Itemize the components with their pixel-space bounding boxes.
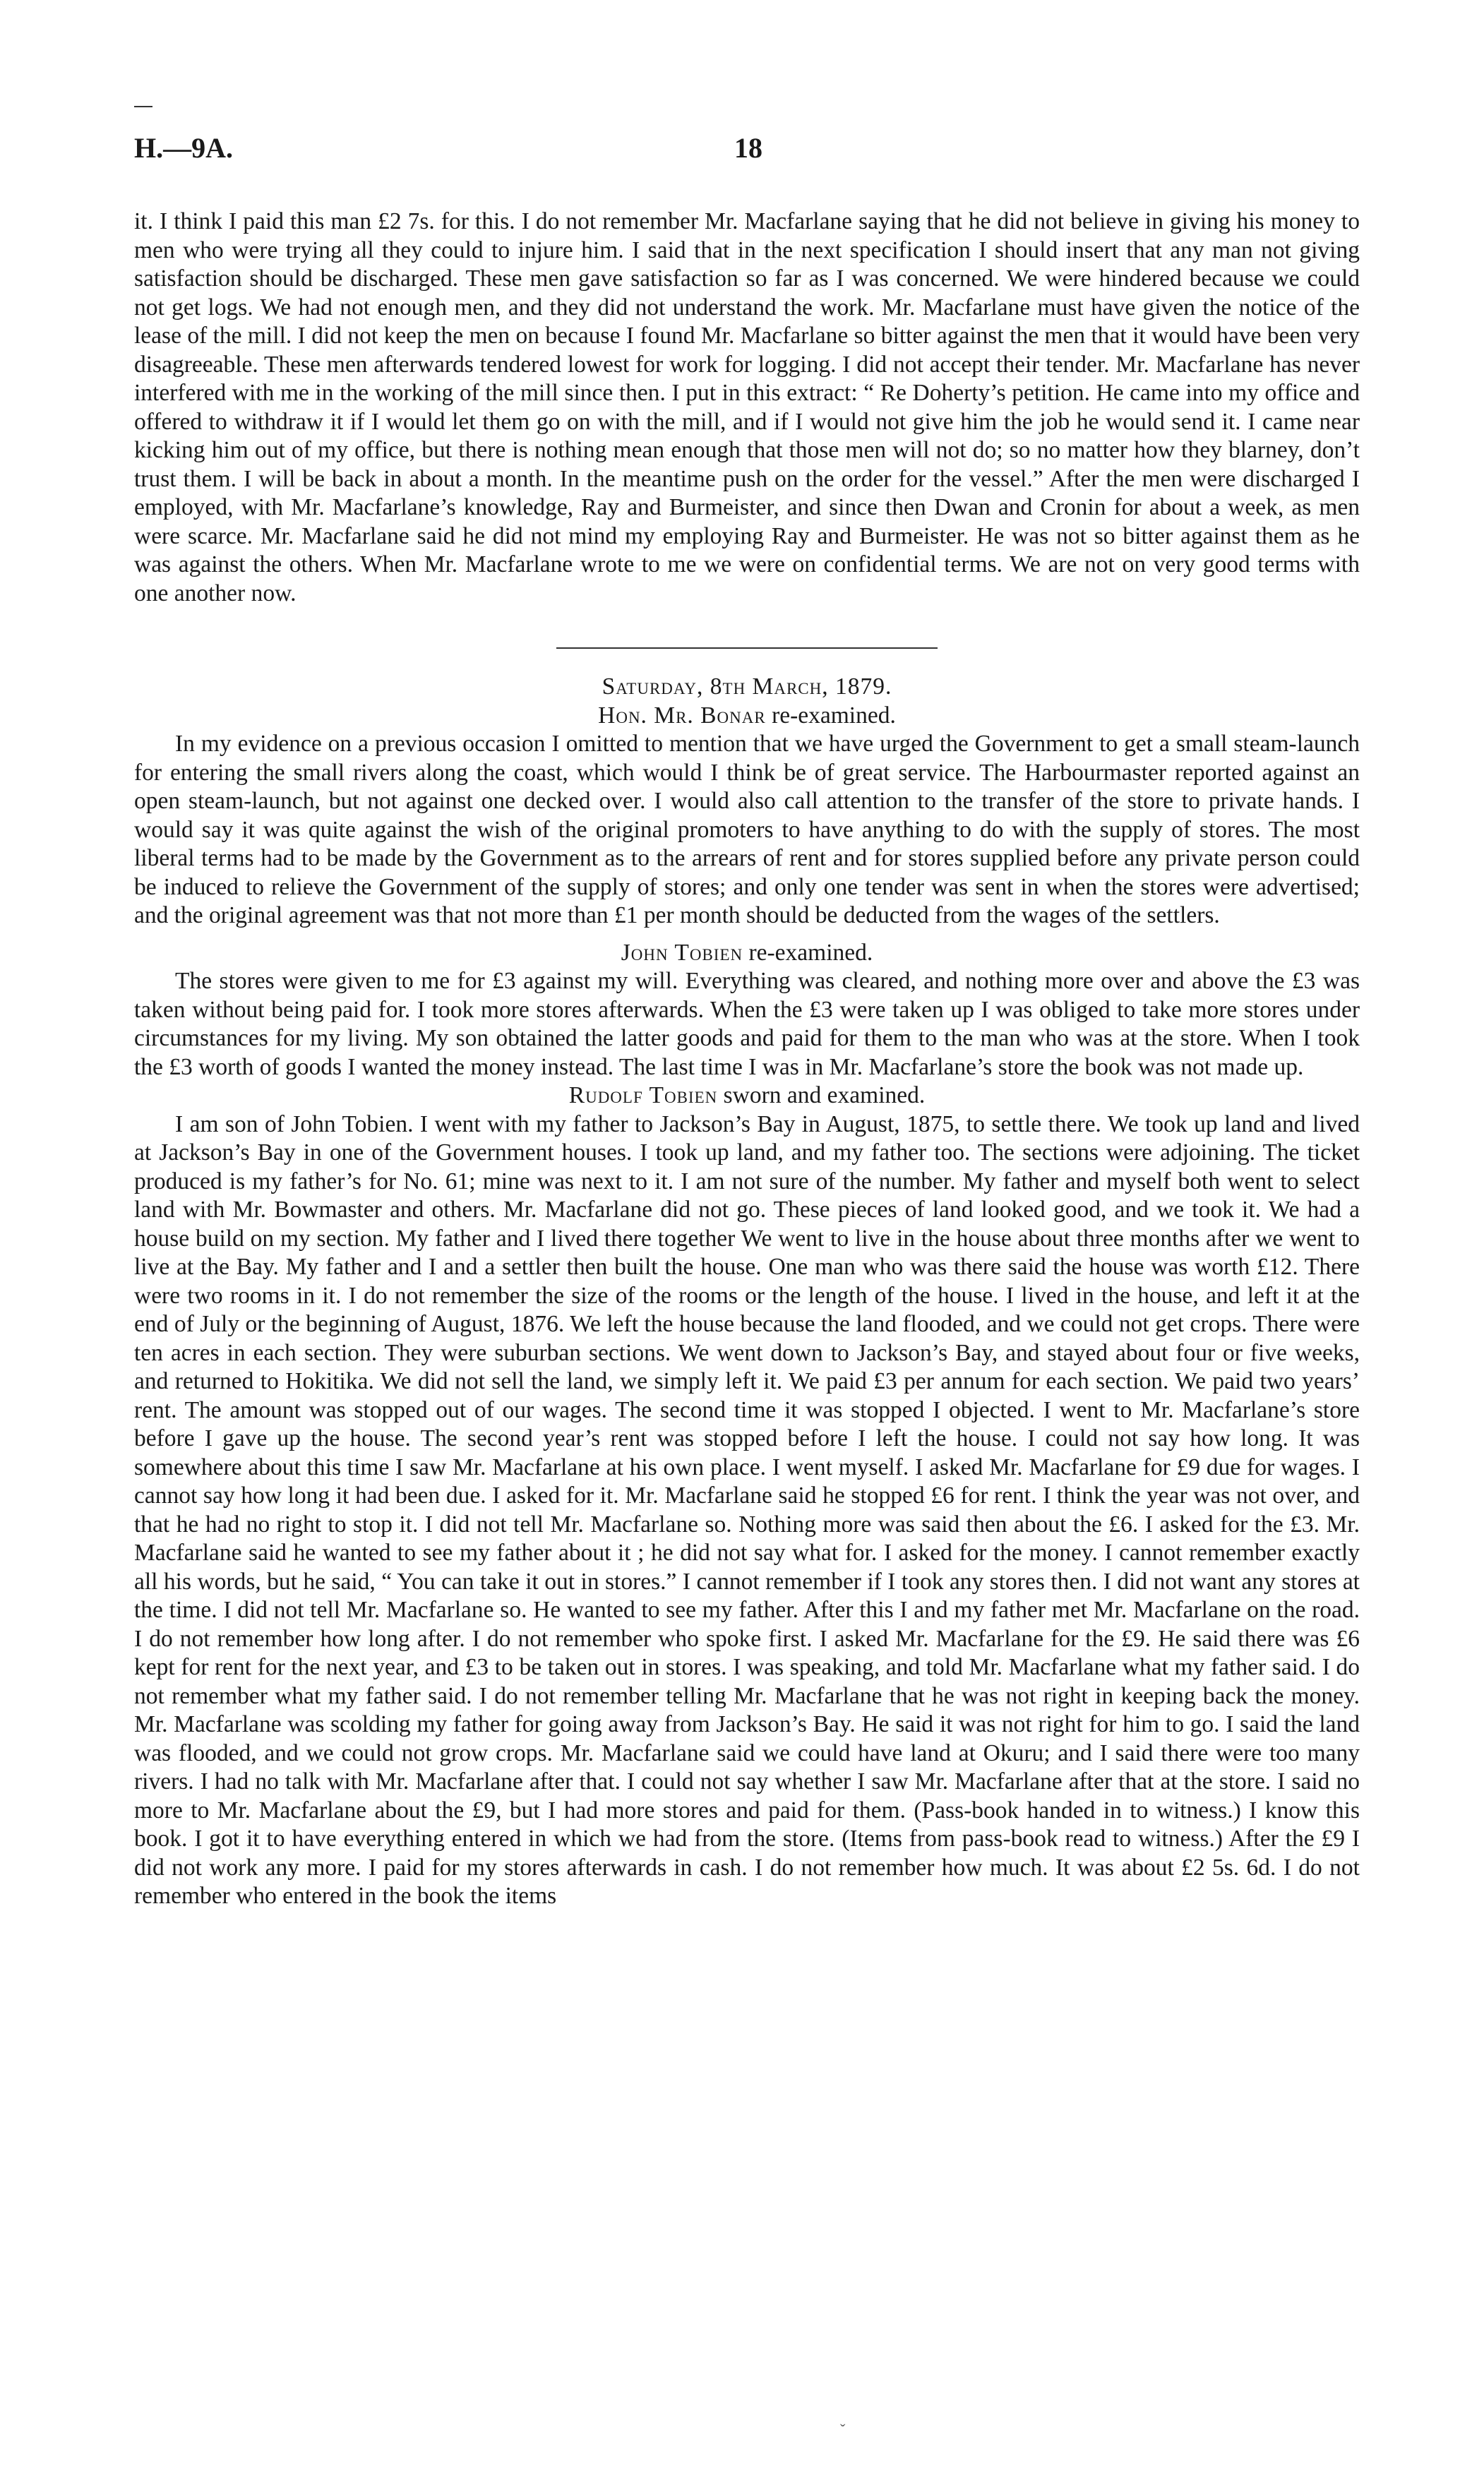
- testimony-paragraph-rudolf-tobien: I am son of John Tobien. I went with my father to Jackson’s Bay in August, 1875, to settle there. We took up land and lived at Jackson’s Bay in one of the Government houses. I took up land, and my father too. The sections were adjoining. The ticket produced is my father’s for No. 61; mine was next to it. I am not sure of the number. My father and myself both went to select land with Mr. Bowmaster and others. Mr. Macfarlane did not go. These pieces of land looked good, and we took it. We had a house build on my section. My father and I lived there together We went to live in the house about three months after we went to live at the Bay. My father and I and a settler then built the house. One man who was there said the house was worth £12. There were two rooms in it. I do not remember the size of the rooms or the length of the house. I lived in the house, and left it at the end of July or the beginning of August, 1876. We left the house because the land flooded, and we could not get crops. There were ten acres in each section. They were suburban sections. We went down to Jackson’s Bay, and stayed about four or five weeks, and returned to Hokitika. We did not sell the land, we simply left it. We paid £3 per annum for each section. We paid two years’ rent. The amount was stopped out of our wages. The second time it was stopped I objected. I went to Mr. Macfarlane’s store before I gave up the house. The second year’s rent was stopped before I left the house. I could not say how long. It was somewhere about this time I saw Mr. Macfarlane at his own place. I went myself. I asked Mr. Macfarlane for £9 due for wages. I cannot say how long it had been due. I asked for it. Mr. Macfarlane said he stopped £6 for rent. I think the year was not over, and that he had no right to stop it. I did not tell Mr. Macfarlane so. Nothing more was said then about the £6. I asked for the £3. Mr. Macfarlane said he wanted to see my father about it ; he did not say what for. I asked for the money. I cannot remember exactly all his words, but he said, “ You can take it out in stores.” I cannot remember if I took any stores then. I did not want any stores at the time. I did not tell Mr. Macfarlane so. He wanted to see my father. After this I and my father met Mr. Macfarlane on the road. I do not remember how long after. I do not remember who spoke first. I asked Mr. Macfarlane for the £9. He said there was £6 kept for rent for the next year, and £3 to be taken out in stores. I was speaking, and told Mr. Macfarlane what my father said. I do not remember what my father said. I do not remember telling Mr. Macfarlane that he was not right in keeping back the money. Mr. Macfarlane was scolding my father for going away from Jackson’s Bay. He said it was not right for him to go. I said the land was flooded, and we could not grow crops. Mr. Macfarlane said we could have land at Okuru; and I said there were too many rivers. I had no talk with Mr. Macfarlane after that. I could not say whether I saw Mr. Macfarlane after that at the store. I said no more to Mr. Macfarlane about the £9, but I had more stores and paid for them. (Pass-book handed in to witness.) I know this book. I got it to have everything entered in which we had from the store. (Items from pass-book read to witness.) After the £9 I did not work any more. I paid for my stores afterwards in cash. I do not remember how much. It was about £2 5s. 6d. I do not remember who entered in the book the items: [134, 1110, 1360, 1909]
- witness-name: Hon. Mr. Bonar: [598, 702, 766, 729]
- date-heading: Saturday, 8th March, 1879.: [602, 673, 892, 700]
- header-dash: [134, 106, 152, 107]
- testimony-paragraph-john-tobien: The stores were given to me for £3 against my will. Everything was cleared, and nothing more over and above the £3 was taken without being paid for. I took more stores afterwards. When the £3 were taken up I was obliged to take more stores under circumstances for my living. My son obtained the latter goods and paid for them to the man who was at the store. When I took the £3 worth of goods I wanted the money instead. The last time I was in Mr. Macfarlane’s store the book was not made up.: [134, 968, 1360, 1080]
- testimony-paragraph-bonar: In my evidence on a previous occasion I omitted to mention that we have urged the Government to get a small steam-launch for entering the small rivers along the coast, which would I think be of great service. The Harbourmaster reported against an open steam-launch, but not against one decked over. I would also call attention to the transfer of the store to private hands. I would say it was quite against the wish of the original promoters to have anything to do with the supply of stores. The most liberal terms had to be made by the Government as to the arrears of rent and for stores supplied before any private person could be induced to relieve the Government of the supply of stores; and only one tender was sent in when the stores were advertised; and the original agreement was that not more than £1 per month should be deducted from the wages of the settlers.: [134, 731, 1360, 928]
- continued-paragraph: it. I think I paid this man £2 7s. for this. I do not remember Mr. Macfarlane saying that he did not believe in giving his money to men who were trying all they could to injure him. I said that in the next specification I should insert that any man not giving satisfaction should be discharged. These men gave satisfaction so far as I was concerned. We were hindered because we could not get logs. We had not enough men, and they did not understand the work. Mr. Macfarlane must have given the notice of the lease of the mill. I did not keep the men on because I found Mr. Macfarlane so bitter against the men that it would have been very disagreeable. These men afterwards tendered lowest for work for logging. I did not accept their tender. Mr. Macfarlane has never interfered with me in the working of the mill since then. I put in this extract: “ Re Doherty’s petition. He came into my office and offered to withdraw it if I would let them go on with the mill, and if I would not give him the job he would send it. I came near kicking him out of my office, but there is nothing mean enough that those men will not do; so no matter how they blarney, don’t trust them. I will be back in about a month. In the meantime push on the order for the vessel.” After the men were discharged I employed, with Mr. Macfarlane’s knowledge, Ray and Burmeister, and since then Dwan and Cronin for about a week, as men were scarce. Mr. Macfarlane said he did not mind my employing Ray and Burmeister. He was not so bitter against them as he was against the others. When Mr. Macfarlane wrote to me we were on confidential terms. We are not on very good terms with one another now.: [134, 208, 1360, 606]
- witness-name: John Tobien: [621, 939, 743, 966]
- witness-name: Rudolf Tobien: [568, 1082, 718, 1108]
- page-number: 18: [734, 132, 762, 164]
- witness-status: re-examined.: [743, 939, 873, 966]
- page-body: [134, 208, 1360, 1911]
- document-reference: H.—9A.: [134, 132, 233, 164]
- witness-heading-bonar: [134, 702, 1360, 731]
- spacer: [134, 930, 1360, 939]
- witness-status: re-examined.: [765, 702, 896, 729]
- footer-mark: ˬ: [840, 2409, 846, 2426]
- witness-heading-rudolf-tobien: [134, 1082, 1360, 1110]
- witness-heading-john-tobien: [134, 939, 1360, 968]
- section-divider: [556, 647, 938, 649]
- witness-status: sworn and examined.: [717, 1082, 926, 1108]
